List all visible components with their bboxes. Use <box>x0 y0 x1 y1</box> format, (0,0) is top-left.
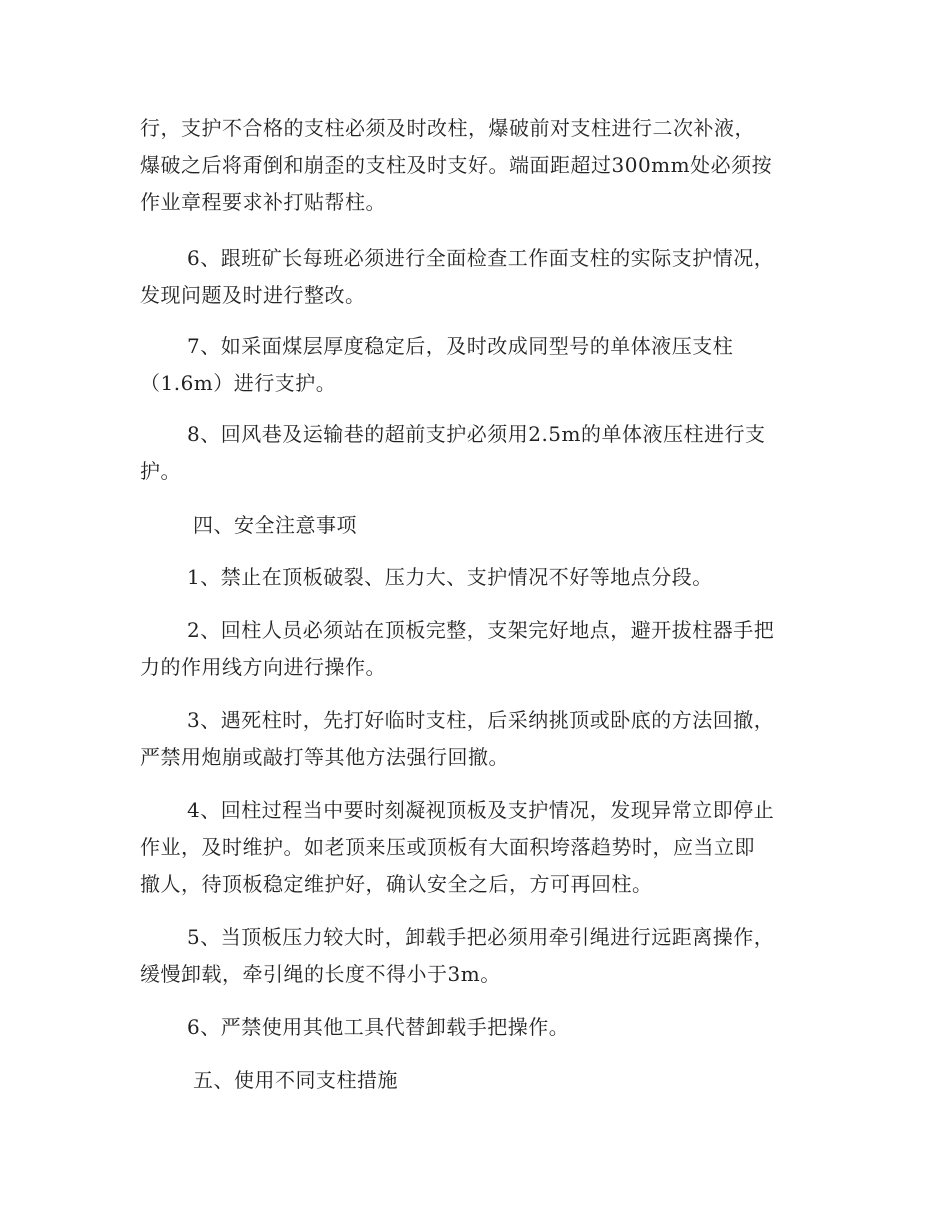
paragraph-line: 护。 <box>140 459 181 483</box>
paragraph-line: 作业，及时维护。如老顶来压或顶板有大面积垮落趋势时，应当立即 <box>140 835 755 859</box>
paragraph-line: 7、如采面煤层厚度稳定后，及时改成同型号的单体液压支柱 <box>187 334 734 358</box>
paragraph-line: 6、严禁使用其他工具代替卸载手把操作。 <box>187 1015 570 1039</box>
paragraph-line: 5、当顶板压力较大时，卸载手把必须用牵引绳进行远距离操作， <box>187 925 775 949</box>
paragraph-line: 缓慢卸载，牵引绳的长度不得小于3m。 <box>140 962 501 986</box>
paragraph-line: 3、遇死柱时，先打好临时支柱，后采纳挑顶或卧底的方法回撤， <box>187 708 775 732</box>
paragraph-line: 撤人，待顶板稳定维护好，确认安全之后，方可再回柱。 <box>140 872 653 896</box>
paragraph-line: 6、跟班矿长每班必须进行全面检查工作面支柱的实际支护情况， <box>187 246 775 270</box>
paragraph-line: 爆破之后将甭倒和崩歪的支柱及时支好。端面距超过300mm处必须按 <box>140 153 773 177</box>
paragraph-line: （1.6m）进行支护。 <box>140 371 337 395</box>
paragraph-line: 行，支护不合格的支柱必须及时改柱，爆破前对支柱进行二次补液， <box>140 116 755 140</box>
paragraph-line: 力的作用线方向进行操作。 <box>140 655 386 679</box>
paragraph-line: 发现问题及时进行整改。 <box>140 283 366 307</box>
paragraph-line: 8、回风巷及运输巷的超前支护必须用2.5m的单体液压柱进行支 <box>187 422 766 446</box>
section-heading: 四、安全注意事项 <box>193 513 357 537</box>
paragraph-line: 1、禁止在顶板破裂、压力大、支护情况不好等地点分段。 <box>187 565 713 589</box>
paragraph-line: 4、回柱过程当中要时刻凝视顶板及支护情况，发现异常立即停止 <box>187 798 775 822</box>
paragraph-line: 作业章程要求补打贴帮柱。 <box>140 190 386 214</box>
paragraph-line: 严禁用炮崩或敲打等其他方法强行回撤。 <box>140 745 509 769</box>
section-heading: 五、使用不同支柱措施 <box>193 1068 398 1092</box>
paragraph-line: 2、回柱人员必须站在顶板完整，支架完好地点，避开拔柱器手把 <box>187 618 775 642</box>
